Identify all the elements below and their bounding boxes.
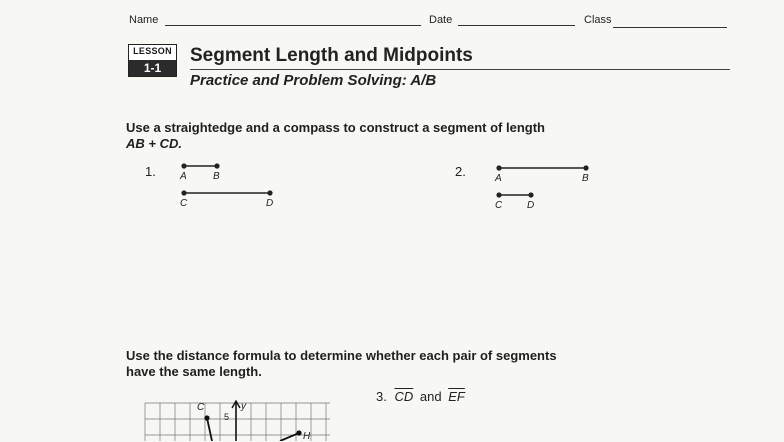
graph-tick-5: 5	[224, 412, 230, 422]
p2-point-a	[496, 165, 501, 170]
problem-3-segment-ef: $\overline{EF}$	[448, 389, 465, 404]
problem-3-conjunction: and	[419, 389, 442, 404]
p2-label-b: B	[582, 173, 589, 184]
date-label: Date	[429, 14, 453, 26]
section2-instruction	[126, 348, 557, 380]
name-label: Name	[129, 14, 159, 26]
page-title: Segment Length and Midpoints	[190, 45, 473, 66]
p2-point-c	[496, 192, 501, 197]
p1-label-c: C	[180, 198, 188, 209]
graph-segment-c	[207, 418, 212, 441]
p2-point-d	[528, 192, 533, 197]
p1-label-d: D	[266, 198, 274, 209]
p1-point-d	[267, 190, 272, 195]
p2-label-d: D	[527, 200, 535, 211]
p2-label-c: C	[495, 200, 503, 211]
p1-label-b: B	[213, 171, 220, 182]
problem-1-number: 1.	[145, 164, 156, 179]
section1-instruction-line2: AB + CD.	[126, 136, 182, 151]
page-subtitle: Practice and Problem Solving: A/B	[190, 72, 437, 89]
section1-instruction-line1: Use a straightedge and a compass to construct a segment of length	[126, 120, 545, 135]
lesson-badge-word: LESSON	[133, 46, 172, 56]
graph-y-label: y	[241, 401, 246, 412]
section2-instruction-line1: Use the distance formula to determine whether each pair of segments	[126, 348, 557, 363]
section2-instruction-line2: have the same length.	[126, 364, 262, 379]
graph-point-h	[296, 430, 301, 435]
p2-point-b	[583, 165, 588, 170]
problem-3-number: 3.	[376, 389, 387, 404]
graph-label-c: C	[197, 402, 205, 413]
graph-point-c	[204, 415, 209, 420]
problem-2-number: 2.	[455, 164, 466, 179]
lesson-badge-number: 1-1	[129, 60, 176, 76]
class-label: Class	[584, 14, 612, 26]
graph-label-h: H	[303, 431, 311, 442]
problem-3-segment-cd: $\overline{CD}$	[394, 389, 414, 404]
p1-point-c	[181, 190, 186, 195]
p2-label-a: A	[495, 173, 502, 184]
p1-point-b	[214, 163, 219, 168]
p1-point-a	[181, 163, 186, 168]
problem-3	[376, 389, 465, 404]
p1-label-a: A	[180, 171, 187, 182]
